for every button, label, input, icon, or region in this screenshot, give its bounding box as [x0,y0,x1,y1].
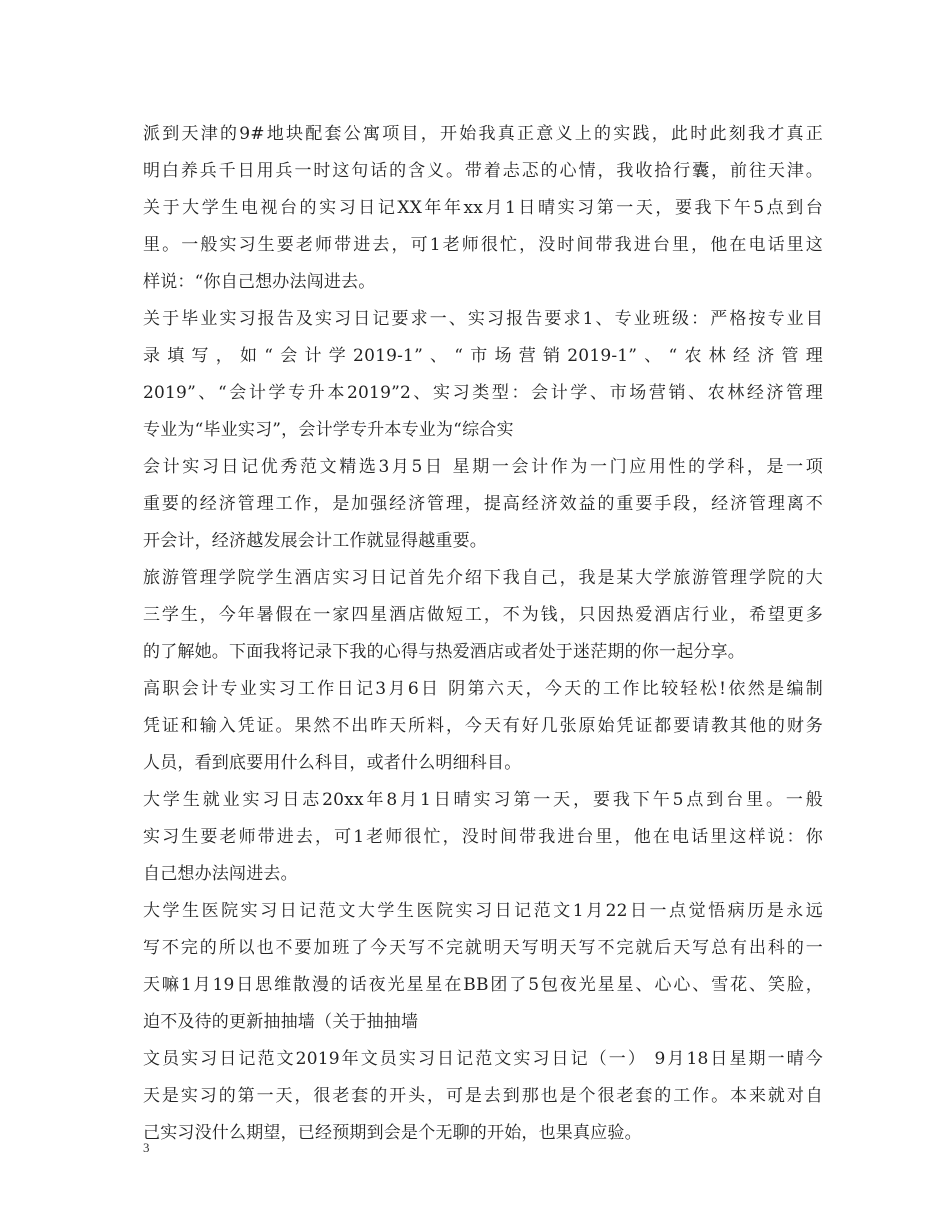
page-number: 3 [143,1140,150,1155]
text-line: 大学生医院实习日记范文大学生医院实习日记范文1月22日一点觉悟病历是永远 [143,901,823,921]
text-line: 录填写，如“会计学2019-1”、“市场营销2019-1”、“农林经济管理 [143,346,823,366]
text-line: 明白养兵千日用兵一时这句话的含义。带着忐忑的心情，我收拾行囊，前往天津。 [143,161,823,181]
text-line: 三学生，今年暑假在一家四星酒店做短工，不为钱，只因热爱酒店行业，希望更多 [143,605,823,625]
text-line: 的了解她。下面我将记录下我的心得与热爱酒店或者处于迷茫期的你一起分享。 [143,642,745,662]
text-line: 写不完的所以也不要加班了今天写不完就明天写明天写不完就后天写总有出科的一 [143,938,823,958]
text-line: 高职会计专业实习工作日记3月6日 阴第六天，今天的工作比较轻松!依然是编制 [143,679,823,699]
text-line: 人员，看到底要用什么科目，或者什么明细科目。 [143,753,522,773]
text-line: 大学生就业实习日志20xx年8月1日晴实习第一天，要我下午5点到台里。一般 [143,790,823,810]
text-line: 样说：“你自己想办法闯进去。 [143,272,376,292]
text-line: 里。一般实习生要老师带进去，可1老师很忙，没时间带我进台里，他在电话里这 [143,235,823,255]
text-line: 关于大学生电视台的实习日记XX年年xx月1日晴实习第一天，要我下午5点到台 [143,198,823,218]
text-line: 开会计，经济越发展会计工作就显得越重要。 [143,531,487,551]
text-line: 关于毕业实习报告及实习日记要求一、实习报告要求1、专业班级：严格按专业目 [143,309,823,329]
text-line: 派到天津的9#地块配套公寓项目，开始我真正意义上的实践，此时此刻我才真正 [143,124,823,144]
text-line: 天是实习的第一天，很老套的开头，可是去到那也是个很老套的工作。本来就对自 [143,1086,823,1106]
text-line: 己实习没什么期望，已经预期到会是个无聊的开始，也果真应验。 [143,1123,642,1143]
text-line: 迫不及待的更新抽抽墙（关于抽抽墙 [143,1012,419,1032]
body-text [143,116,823,1152]
text-line: 旅游管理学院学生酒店实习日记首先介绍下我自己，我是某大学旅游管理学院的大 [143,568,823,588]
text-line: 文员实习日记范文2019年文员实习日记范文实习日记（一） 9月18日星期一晴今 [143,1049,823,1069]
text-line: 会计实习日记优秀范文精选3月5日 星期一会计作为一门应用性的学科，是一项 [143,457,823,477]
text-line: 凭证和输入凭证。果然不出昨天所料，今天有好几张原始凭证都要请教其他的财务 [143,716,823,736]
text-line: 专业为“毕业实习”，会计学专升本专业为“综合实 [143,420,514,440]
text-line: 实习生要老师带进去，可1老师很忙，没时间带我进台里，他在电话里这样说：你 [143,827,823,847]
text-line: 重要的经济管理工作，是加强经济管理，提高经济效益的重要手段，经济管理离不 [143,494,823,514]
text-line: 2019”、“会计学专升本2019”2、实习类型：会计学、市场营销、农林经济管理 [143,383,823,403]
text-line: 天嘛1月19日思维散漫的话夜光星星在BB团了5包夜光星星、心心、雪花、笑脸， [143,975,823,995]
text-line: 自己想办法闯进去。 [143,864,298,884]
